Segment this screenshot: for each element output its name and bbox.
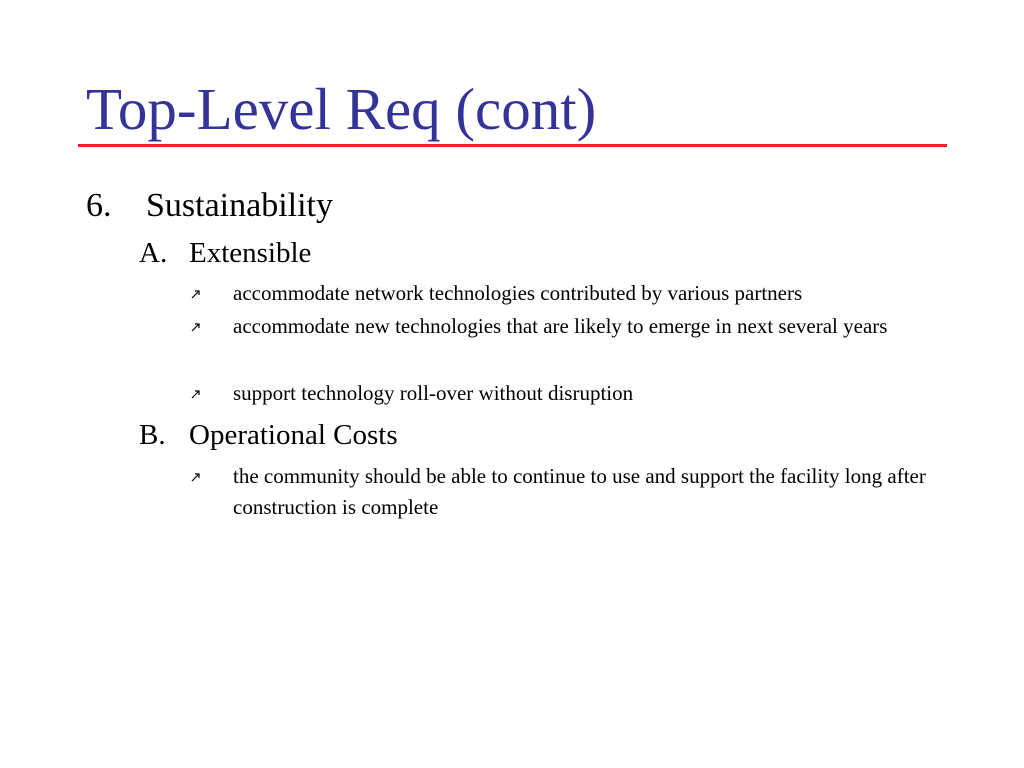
bullet-text: support technology roll-over without disruption	[233, 381, 634, 405]
arrow-up-right-icon	[189, 278, 203, 309]
bullet-text: the community should be able to continue to use and support the facility long after construction is complete	[233, 464, 926, 519]
arrow-up-right-icon	[189, 461, 203, 492]
bullet-text: accommodate network technologies contributed by various partners	[233, 281, 803, 305]
outline-item-label: Sustainability	[146, 187, 333, 224]
slide-title: Top-Level Req (cont)	[86, 76, 597, 142]
subitem-letter: B.	[139, 419, 166, 451]
subitem-label: Operational Costs	[189, 419, 398, 451]
arrow-up-right-icon	[189, 311, 203, 342]
title-underline	[78, 144, 947, 147]
bullet-text: accommodate new technologies that are likely to emerge in next several years	[233, 314, 888, 338]
subitem-letter: A.	[139, 237, 168, 269]
subitem-label: Extensible	[189, 237, 312, 269]
bullet-item	[189, 378, 969, 409]
bullet-item	[189, 461, 969, 523]
outline-item-number: 6.	[86, 187, 112, 224]
outline-item-sustainability	[86, 186, 333, 226]
subitem-extensible	[139, 236, 311, 270]
bullet-item	[189, 311, 969, 342]
subitem-operational-costs	[139, 418, 398, 452]
bullet-item	[189, 278, 969, 309]
arrow-up-right-icon	[189, 378, 203, 409]
